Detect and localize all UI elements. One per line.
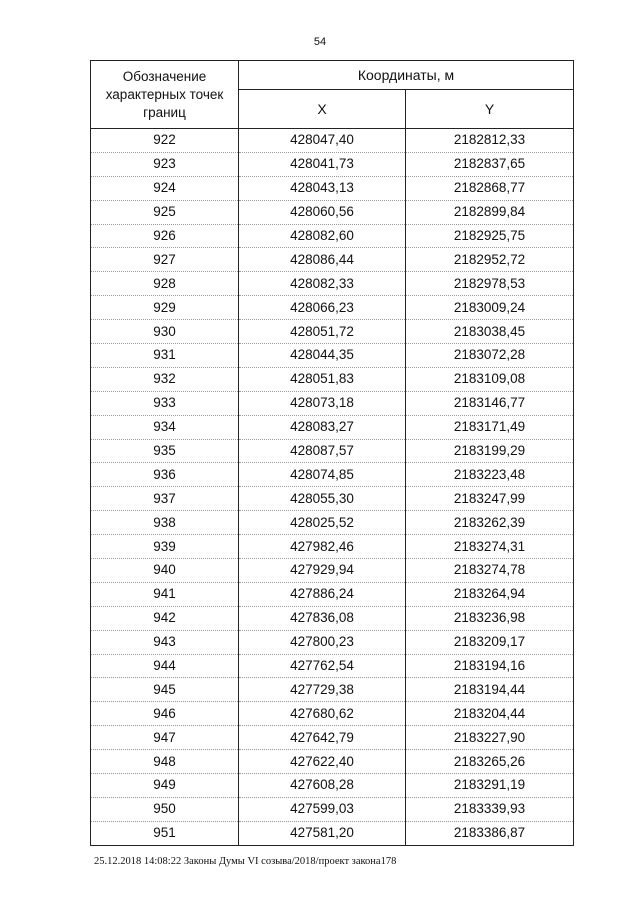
y-coordinate-cell: 2183265,26 [406, 750, 574, 774]
table-row [91, 391, 574, 415]
x-coordinate-cell: 428051,72 [239, 320, 406, 344]
x-coordinate-cell: 427599,03 [239, 797, 406, 821]
table-row [91, 152, 574, 176]
x-column-header: X [239, 90, 406, 129]
x-coordinate-cell: 428082,60 [239, 224, 406, 248]
y-coordinate-cell: 2183264,94 [406, 582, 574, 606]
y-column-header: Y [406, 90, 574, 129]
x-coordinate-cell: 427680,62 [239, 702, 406, 726]
table-row [91, 439, 574, 463]
table-row [91, 821, 574, 845]
coordinates-table [90, 60, 574, 846]
table-row [91, 535, 574, 559]
y-coordinate-cell: 2182812,33 [406, 129, 574, 153]
point-id-cell: 924 [91, 176, 239, 200]
x-coordinate-cell: 427836,08 [239, 606, 406, 630]
point-id-cell: 935 [91, 439, 239, 463]
y-coordinate-cell: 2183072,28 [406, 344, 574, 368]
x-coordinate-cell: 428055,30 [239, 487, 406, 511]
table-row [91, 463, 574, 487]
y-coordinate-cell: 2182868,77 [406, 176, 574, 200]
table-row [91, 296, 574, 320]
table-row [91, 797, 574, 821]
x-coordinate-cell: 427581,20 [239, 821, 406, 845]
table-row [91, 702, 574, 726]
y-coordinate-cell: 2182899,84 [406, 200, 574, 224]
page-number: 54 [313, 36, 327, 48]
x-coordinate-cell: 428074,85 [239, 463, 406, 487]
y-coordinate-cell: 2183386,87 [406, 821, 574, 845]
x-coordinate-cell: 428044,35 [239, 344, 406, 368]
point-id-cell: 931 [91, 344, 239, 368]
table-body [91, 129, 574, 846]
table-row [91, 367, 574, 391]
x-coordinate-cell: 427982,46 [239, 535, 406, 559]
point-id-cell: 939 [91, 535, 239, 559]
point-id-cell: 930 [91, 320, 239, 344]
point-id-cell: 925 [91, 200, 239, 224]
x-coordinate-cell: 428087,57 [239, 439, 406, 463]
table-row [91, 774, 574, 798]
point-id-cell: 937 [91, 487, 239, 511]
point-id-cell: 926 [91, 224, 239, 248]
table-header [91, 61, 574, 129]
point-id-cell: 928 [91, 272, 239, 296]
x-coordinate-cell: 427622,40 [239, 750, 406, 774]
table-row [91, 750, 574, 774]
y-coordinate-cell: 2182925,75 [406, 224, 574, 248]
x-coordinate-cell: 428066,23 [239, 296, 406, 320]
point-id-cell: 951 [91, 821, 239, 845]
x-coordinate-cell: 428060,56 [239, 200, 406, 224]
table-row [91, 487, 574, 511]
x-coordinate-cell: 428043,13 [239, 176, 406, 200]
x-coordinate-cell: 428047,40 [239, 129, 406, 153]
table-row [91, 272, 574, 296]
x-coordinate-cell: 428083,27 [239, 415, 406, 439]
y-coordinate-cell: 2183339,93 [406, 797, 574, 821]
point-id-cell: 936 [91, 463, 239, 487]
x-coordinate-cell: 428082,33 [239, 272, 406, 296]
y-coordinate-cell: 2183262,39 [406, 511, 574, 535]
x-coordinate-cell: 427729,38 [239, 678, 406, 702]
y-coordinate-cell: 2183199,29 [406, 439, 574, 463]
y-coordinate-cell: 2183009,24 [406, 296, 574, 320]
point-id-cell: 938 [91, 511, 239, 535]
point-id-cell: 940 [91, 559, 239, 583]
point-id-cell: 946 [91, 702, 239, 726]
y-coordinate-cell: 2183038,45 [406, 320, 574, 344]
x-coordinate-cell: 427608,28 [239, 774, 406, 798]
y-coordinate-cell: 2183291,19 [406, 774, 574, 798]
y-coordinate-cell: 2182978,53 [406, 272, 574, 296]
x-coordinate-cell: 427929,94 [239, 559, 406, 583]
y-coordinate-cell: 2183274,31 [406, 535, 574, 559]
table-row [91, 129, 574, 153]
table-row [91, 654, 574, 678]
point-id-cell: 922 [91, 129, 239, 153]
y-coordinate-cell: 2183274,78 [406, 559, 574, 583]
x-coordinate-cell: 428073,18 [239, 391, 406, 415]
point-id-cell: 941 [91, 582, 239, 606]
x-coordinate-cell: 427762,54 [239, 654, 406, 678]
table-row [91, 582, 574, 606]
table-row [91, 559, 574, 583]
point-id-cell: 942 [91, 606, 239, 630]
x-coordinate-cell: 428025,52 [239, 511, 406, 535]
table-row [91, 248, 574, 272]
point-id-cell: 944 [91, 654, 239, 678]
y-coordinate-cell: 2183223,48 [406, 463, 574, 487]
point-id-cell: 933 [91, 391, 239, 415]
table-row [91, 511, 574, 535]
table-row [91, 678, 574, 702]
table-row [91, 176, 574, 200]
table-row [91, 726, 574, 750]
y-coordinate-cell: 2183194,44 [406, 678, 574, 702]
y-coordinate-cell: 2183171,49 [406, 415, 574, 439]
point-id-cell: 943 [91, 630, 239, 654]
x-coordinate-cell: 428086,44 [239, 248, 406, 272]
point-id-cell: 923 [91, 152, 239, 176]
y-coordinate-cell: 2182952,72 [406, 248, 574, 272]
point-id-cell: 945 [91, 678, 239, 702]
point-id-cell: 927 [91, 248, 239, 272]
table-row [91, 344, 574, 368]
y-coordinate-cell: 2183209,17 [406, 630, 574, 654]
x-coordinate-cell: 428041,73 [239, 152, 406, 176]
x-coordinate-cell: 427800,23 [239, 630, 406, 654]
document-footer: 25.12.2018 14:08:22 Законы Думы VI созыва/2018/проект закона178 [94, 856, 397, 867]
x-coordinate-cell: 427886,24 [239, 582, 406, 606]
point-id-cell: 947 [91, 726, 239, 750]
coordinates-header: Координаты, м [239, 61, 574, 90]
y-coordinate-cell: 2182837,65 [406, 152, 574, 176]
table-row [91, 200, 574, 224]
point-id-cell: 932 [91, 367, 239, 391]
table-row [91, 606, 574, 630]
table-row [91, 630, 574, 654]
y-coordinate-cell: 2183247,99 [406, 487, 574, 511]
y-coordinate-cell: 2183146,77 [406, 391, 574, 415]
table-row [91, 320, 574, 344]
y-coordinate-cell: 2183227,90 [406, 726, 574, 750]
y-coordinate-cell: 2183236,98 [406, 606, 574, 630]
table-row [91, 415, 574, 439]
point-id-cell: 948 [91, 750, 239, 774]
point-id-cell: 929 [91, 296, 239, 320]
point-label-header: Обозначение характерных точек границ [91, 61, 239, 129]
point-id-cell: 949 [91, 774, 239, 798]
point-id-cell: 950 [91, 797, 239, 821]
point-id-cell: 934 [91, 415, 239, 439]
table-row [91, 224, 574, 248]
y-coordinate-cell: 2183204,44 [406, 702, 574, 726]
x-coordinate-cell: 428051,83 [239, 367, 406, 391]
x-coordinate-cell: 427642,79 [239, 726, 406, 750]
y-coordinate-cell: 2183109,08 [406, 367, 574, 391]
y-coordinate-cell: 2183194,16 [406, 654, 574, 678]
